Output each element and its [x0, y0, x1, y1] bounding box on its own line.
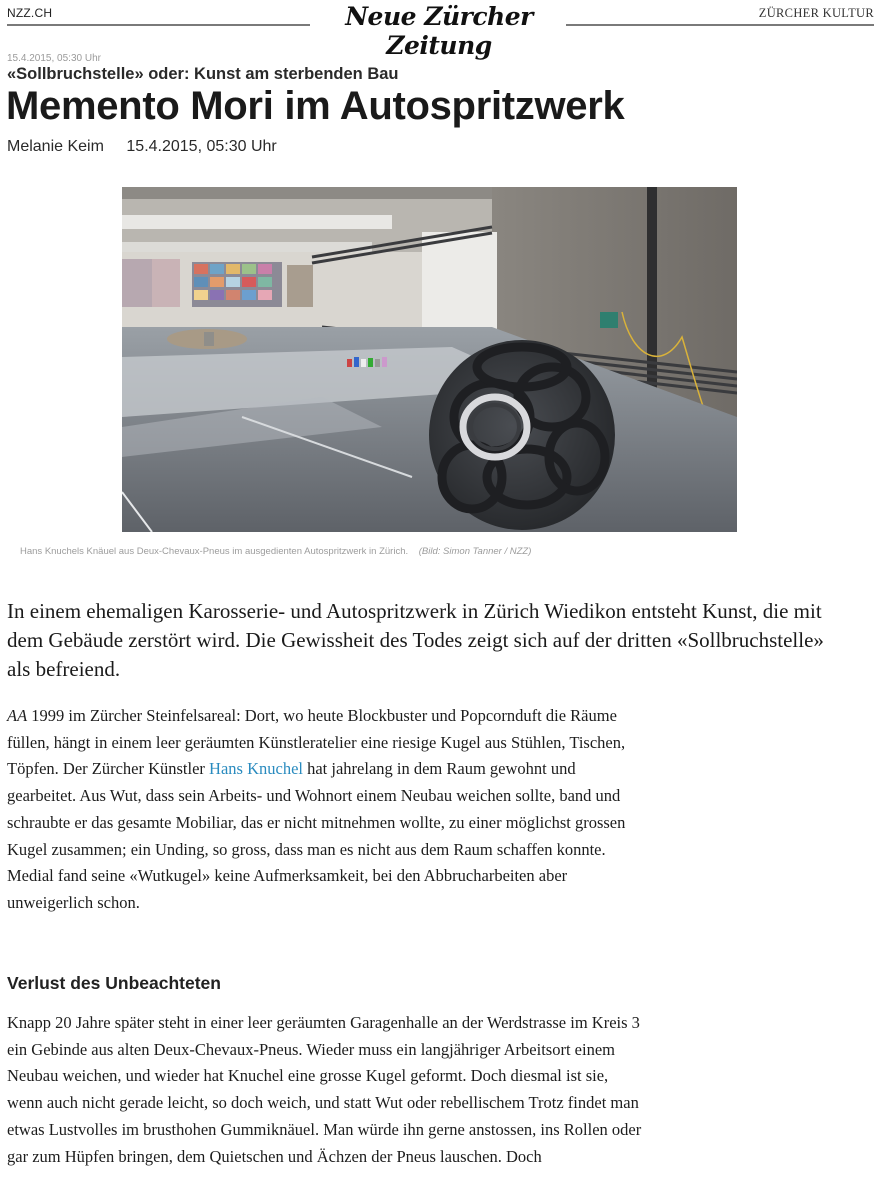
site-link[interactable]: NZZ.CH — [7, 6, 53, 20]
newspaper-logo[interactable]: Neue Zürcher Zeitung — [345, 2, 533, 60]
article-headline: Memento Mori im Autospritzwerk — [6, 84, 625, 128]
caption-text: Hans Knuchels Knäuel aus Deux-Chevaux-Pneus im ausgedienten Autospritzwerk in Zürich. — [20, 546, 409, 557]
article-lead: In einem ehemaligen Karosserie- und Autospritzwerk in Zürich Wiedikon entsteht Kunst, die mit dem Gebäude zerstört wird. Die Gewissheit des Todes zeigt sich auf der dritten «Sollbruchstelle» als befreiend. — [7, 599, 824, 681]
author-name[interactable]: Melanie Keim — [7, 138, 104, 155]
masthead-rule-left — [7, 24, 310, 26]
section-label[interactable]: ZÜRCHER KULTUR — [758, 6, 874, 20]
author-initials: AA — [7, 706, 28, 725]
body-paragraph-2: Knapp 20 Jahre später steht in einer leer geräumten Garagenhalle an der Werdstrasse im Kreis 3 ein Gebinde aus alten Deux-Chevaux-Pneus. Wieder muss ein langjähriger Arbeitsort einem Neubau weichen, und wieder hat Knuchel eine grosse Kugel geformt. Doch diesmal ist sie, wenn auch nicht gerade leicht, so doch weich, und statt Wut oder rebellischem Trotz findet man etwas Lustvolles im brusthohen Gummiknäuel. Man würde ihn gerne anstossen, ins Rollen oder gar zum Hüpfen bringen, dem Quietschen und Ächzen der Pneus lauschen. Doch — [7, 1013, 642, 1166]
artist-link[interactable]: Hans Knuchel — [209, 759, 303, 779]
publish-date: 15.4.2015, 05:30 Uhr — [126, 138, 277, 155]
meta-date: 15.4.2015, 05:30 Uhr — [7, 53, 101, 64]
body-paragraph-1 — [7, 703, 647, 917]
paragraph-text: hat jahrelang in dem Raum gewohnt und gearbeitet. Aus Wut, dass sein Arbeits- und Wohnort einem Neubau weichen sollte, band und schraubte er das gesamte Mobiliar, das er nicht mitnehmen wollte, zu einer möglichst grossen Kugel zusammen; ein Unding, so gross, dass man es nicht aus dem Raum schaffen konnte. Medial fand seine «Wutkugel» keine Aufmerksamkeit, bei den Abbrucharbeiten aber unweigerlich schon. — [7, 759, 626, 912]
article-photo[interactable] — [122, 187, 737, 532]
section-subhead: Verlust des Unbeachteten — [7, 973, 221, 993]
masthead-rule-right — [566, 24, 874, 26]
photo-credit: (Bild: Simon Tanner / NZZ) — [418, 546, 532, 557]
byline — [7, 138, 277, 156]
article-kicker: «Sollbruchstelle» oder: Kunst am sterbenden Bau — [7, 65, 399, 83]
photo-caption — [20, 546, 531, 557]
tire-sculpture-photo — [122, 187, 737, 532]
paragraph-text: 1999 im Zürcher Steinfelsareal: Dort, wo heute Blockbuster und Popcornduft die Räume füllen, hängt in einem leer geräumten Künstleratelier eine riesige Kugel aus Stühlen, Tischen, Töpfen. Der Zürcher Künstler — [7, 706, 626, 779]
